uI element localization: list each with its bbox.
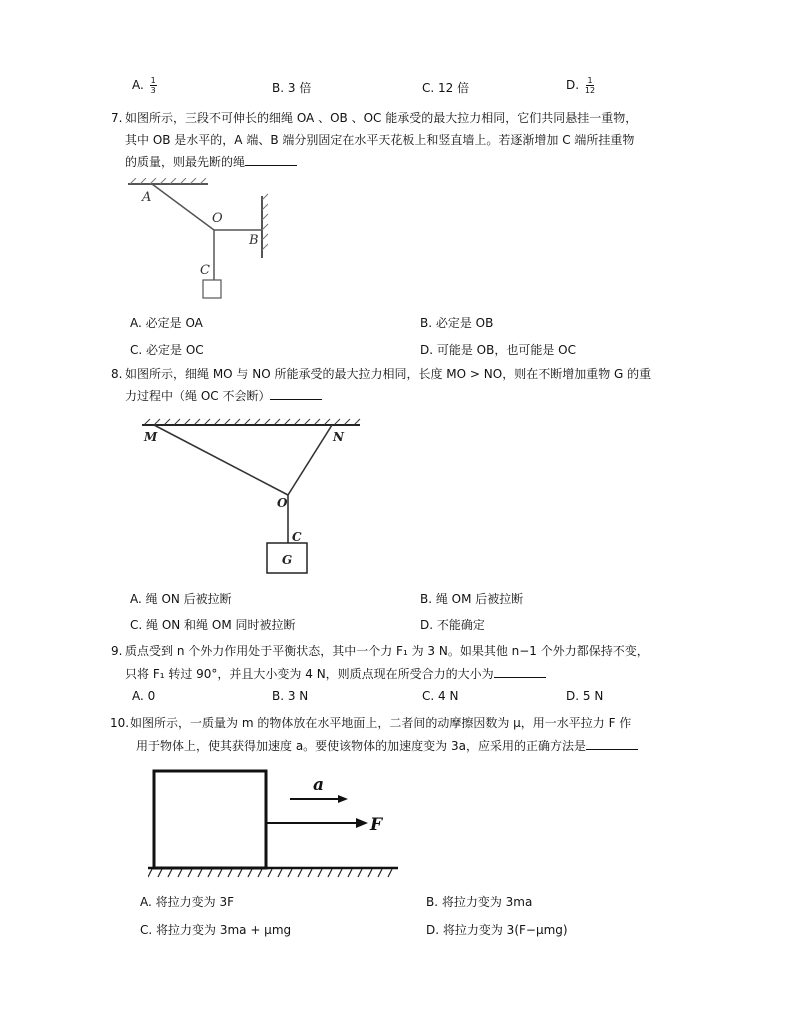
q10-option-b: B. 将拉力变为 3ma: [426, 895, 533, 909]
q7-number: 7.: [111, 111, 123, 125]
q9-option-b: B. 3 N: [272, 689, 309, 703]
q10-text-line2: 用于物体上，使其获得加速度 a。要使该物体的加速度变为 3a，应采用的正确方法是: [136, 735, 638, 757]
q7-option-c: C. 必定是 OC: [130, 343, 204, 357]
q9-number: 9.: [111, 644, 123, 658]
q10-text-line1: 如图所示，一质量为 m 的物体放在水平地面上，二者间的动摩擦因数为 μ，用一水平拉力 F 作: [130, 716, 632, 730]
q8-option-b: B. 绳 OM 后被拉断: [420, 592, 524, 606]
q8-figure: [132, 413, 372, 583]
q10-option-a: A. 将拉力变为 3F: [140, 895, 234, 909]
q8-option-d: D. 不能确定: [420, 618, 485, 632]
q6-option-a: A. $\frac{1}{3}$: [132, 76, 156, 95]
q7-text-line3: 的质量，则最先断的绳: [125, 151, 297, 173]
q7-option-d: D. 可能是 OB，也可能是 OC: [420, 343, 577, 357]
answer-blank: [586, 737, 638, 750]
q9-option-c: C. 4 N: [422, 689, 459, 703]
q7-text-line1: 如图所示，三段不可伸长的细绳 OA 、OB 、OC 能承受的最大拉力相同，它们共同悬挂一重物，: [125, 111, 638, 125]
q6-option-b: B. 3 倍: [272, 81, 312, 95]
label-C: C: [200, 263, 210, 278]
label-a: a: [313, 775, 325, 795]
label-N: N: [333, 430, 344, 444]
label-G: G: [282, 553, 293, 567]
label-C: C: [292, 530, 302, 544]
q8-option-c: C. 绳 ON 和绳 OM 同时被拉断: [130, 618, 296, 632]
label-F: F: [370, 815, 383, 835]
q9-text-line1: 质点受到 n 个外力作用处于平衡状态，其中一个力 F₁ 为 3 N。如果其他 n−1 个外力都保持不变，: [125, 644, 649, 658]
q7-text-line2: 其中 OB 是水平的，A 端、B 端分别固定在水平天花板上和竖直墙上。若逐渐增加 C 端所挂重物: [125, 133, 635, 147]
q8-text-line1: 如图所示，细绳 MO 与 NO 所能承受的最大拉力相同，长度 MO > NO，则在不断增加重物 G 的重: [125, 367, 652, 381]
label-O: O: [212, 211, 223, 226]
label-A: A: [142, 190, 152, 205]
q7-option-b: B. 必定是 OB: [420, 316, 494, 330]
q7-option-a: A. 必定是 OA: [130, 316, 203, 330]
answer-blank: [270, 387, 322, 400]
label-B: B: [249, 233, 259, 248]
answer-blank: [245, 153, 297, 166]
q7-figure: [122, 178, 282, 308]
q9-text-line2: 只将 F₁ 转过 90°，并且大小变为 4 N，则质点现在所受合力的大小为: [125, 663, 546, 685]
q10-option-d: D. 将拉力变为 3(F−μmg): [426, 923, 568, 937]
fraction: $\frac{1}{12}$: [584, 76, 596, 95]
q10-number: 10.: [110, 716, 130, 730]
q8-text-line2: 力过程中（绳 OC 不会断）: [125, 385, 322, 407]
q10-option-c: C. 将拉力变为 3ma + μmg: [140, 923, 292, 937]
label-M: M: [144, 430, 158, 444]
q10-figure: [148, 765, 408, 880]
q9-option-a: A. 0: [132, 689, 156, 703]
q8-number: 8.: [111, 367, 123, 381]
q8-option-a: A. 绳 ON 后被拉断: [130, 592, 232, 606]
q6-option-c: C. 12 倍: [422, 81, 470, 95]
q9-option-d: D. 5 N: [566, 689, 604, 703]
answer-blank: [494, 665, 546, 678]
label-O: O: [277, 496, 288, 510]
fraction: $\frac{1}{3}$: [150, 76, 156, 95]
q6-option-d: D. $\frac{1}{12}$: [566, 76, 596, 95]
